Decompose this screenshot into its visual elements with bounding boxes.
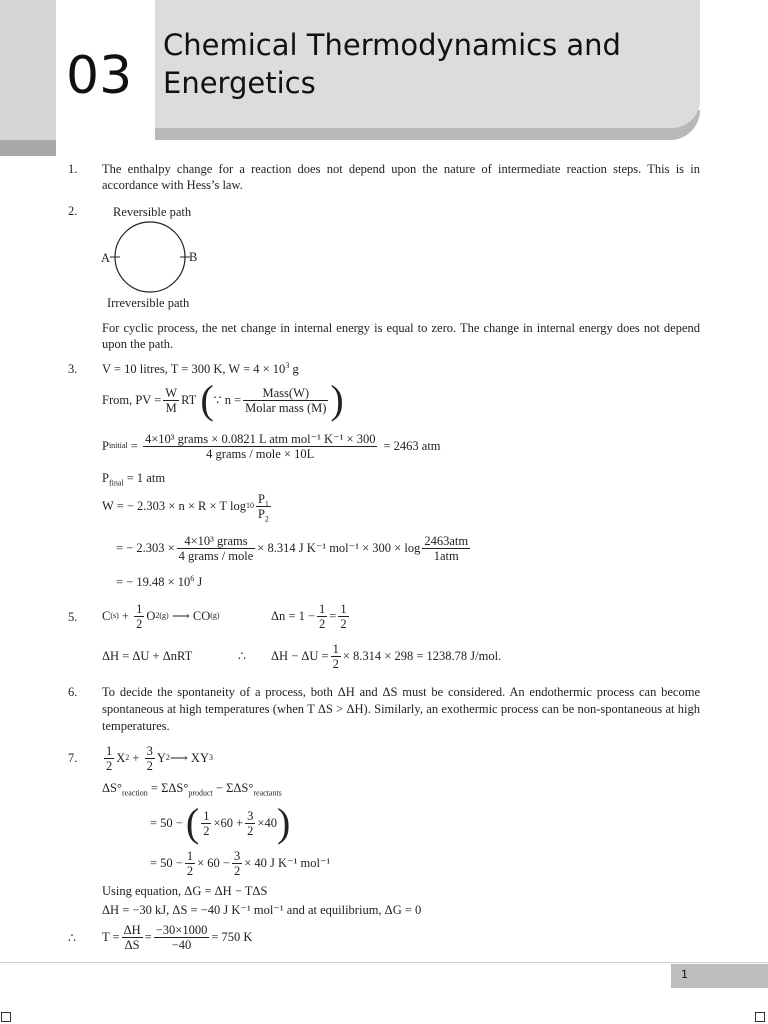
diff-b: × 8.314 × 298 = 1238.78 J/mol.	[342, 649, 502, 663]
question-1-text: The enthalpy change for a reaction does not depend upon the nature of intermediate reaction steps. This is in accordance with Hess’s law.	[102, 162, 700, 192]
q3-from-b: RT	[181, 393, 197, 407]
question-2-number: 2.	[68, 204, 78, 218]
point-b-label: B	[189, 250, 198, 264]
ds-reaction: ΔS°	[102, 781, 122, 795]
q7-f1	[104, 744, 114, 773]
crop-mark-right	[755, 1012, 765, 1022]
frac-den: −40	[171, 937, 192, 952]
question-6-text: To decide the spontaneity of a process, both ΔH and ΔS must be considered. An endothermic process can become spontaneous at high temperatures (when T ΔS > ΔH). Similarly, an exothermic process can be non-spontaneous at high temperatures.	[102, 685, 700, 733]
t-eq: =	[144, 930, 152, 944]
reaction-arrow: ⟶	[168, 609, 193, 623]
frac-num: 3	[233, 848, 241, 863]
ds-reaction-sub: reaction	[122, 788, 148, 798]
delta-n-frac	[317, 602, 327, 631]
frac-num	[256, 492, 271, 507]
l2-a: = 50 −	[150, 816, 183, 830]
q3-given-exp: 3	[285, 360, 290, 370]
l3-a: = 50 −	[150, 856, 183, 870]
frac-num: 4×10³ grams × 0.0821 L atm mol⁻¹ K⁻¹ × 300	[144, 431, 376, 446]
frac-num: 4×10³ grams	[177, 534, 256, 549]
l2-end: ×40	[257, 816, 277, 830]
l2-f2	[245, 809, 255, 838]
q7-reaction: $\frac{1}{2}$ X 2 + $\frac{3}{2}$ Y 2 ⟶ XY 3	[106, 743, 213, 773]
frac-num: 1	[106, 743, 113, 758]
paren-close: )	[276, 800, 291, 845]
question-1-number: 1.	[68, 162, 78, 176]
p-final-sub: final	[108, 478, 124, 488]
irreversible-path-label: Irreversible path	[107, 296, 190, 310]
frac-num: 3	[146, 743, 153, 758]
diff-a: ΔH − ΔU =	[271, 649, 329, 663]
frac-den: ΔS	[124, 937, 140, 952]
q3-p-initial-line: P initial = $\frac{\text{4×10³ grams × 0.0821 L atm mol⁻¹ K⁻¹ × 300}}{\text{4 grams / mole × 10L}}$ = 2463 atm	[102, 431, 441, 461]
calc-a: = − 2.303 ×	[116, 541, 175, 555]
frac-den: 2	[319, 616, 326, 631]
frac-num: 2463atm	[424, 533, 469, 548]
q3-given-b: g	[289, 362, 299, 376]
frac-num: 1	[136, 601, 143, 616]
plus: +	[129, 751, 143, 765]
q5-delta-n	[271, 598, 351, 634]
q3-mass-over-molar	[243, 386, 328, 415]
q3-from-a: From, PV =	[102, 393, 162, 407]
question-5-number: 5.	[68, 610, 78, 624]
frac-den: 2	[203, 823, 210, 838]
ds-reactants-sub: reactants	[253, 788, 282, 798]
ds-product: = ΣΔS°	[147, 781, 189, 795]
frac-den: 2	[247, 823, 254, 838]
q3-w-over-m	[163, 386, 179, 415]
q3-result-line	[116, 574, 202, 590]
diff-frac	[331, 642, 341, 671]
q5-relation: ΔH = ΔU + ΔnRT	[102, 649, 193, 663]
q7-line2	[150, 800, 291, 845]
t-result: = 750 K	[211, 930, 253, 944]
w-formula: W = − 2.303 × n × R × T log	[102, 499, 246, 513]
delta-n-result	[338, 602, 348, 631]
q7-values: ΔH = −30 kJ, ΔS = −40 J K⁻¹ mol⁻¹ and at equilibrium, ΔG = 0	[102, 903, 422, 917]
q3-given	[102, 361, 299, 377]
p2-sub: 2	[264, 514, 269, 523]
cyclic-process-diagram	[100, 218, 200, 298]
crop-mark-left	[1, 1012, 11, 1022]
q7-temperature	[102, 919, 252, 955]
frac-num: ΔH	[123, 922, 141, 937]
carbon-monoxide: CO	[192, 609, 211, 623]
frac-den: 2	[332, 656, 339, 671]
frac-num: W	[165, 385, 178, 400]
frac-num: 3	[247, 808, 254, 823]
l3-mid: × 60 −	[197, 856, 230, 870]
frac-den: 2	[186, 863, 194, 878]
question-2-text: For cyclic process, the net change in internal energy is equal to zero. The change in internal energy does not depend upon the path.	[102, 321, 700, 351]
l2-f1	[201, 809, 211, 838]
plus: +	[118, 609, 133, 623]
question-6-number: 6.	[68, 685, 78, 699]
q3-because-a: ∵ n =	[213, 393, 242, 407]
chapter-number: 03	[66, 46, 133, 106]
p-final-eq: = 1 atm	[123, 471, 166, 485]
p2: P	[257, 506, 265, 521]
q3-from-line	[102, 379, 344, 421]
q5-therefore: ∴	[238, 649, 246, 663]
t-frac2	[154, 923, 210, 952]
q3-given-a: V = 10 litres, T = 300 K, W = 4 × 10	[102, 362, 286, 376]
frac-num: Mass(W)	[243, 386, 328, 401]
p1-sub: 1	[264, 499, 269, 508]
footer-rule	[0, 962, 768, 963]
header-left-strip	[0, 140, 56, 156]
question-7-number: 7.	[68, 751, 78, 765]
q5-reaction: C (s) + $\frac{1}{2}$ O 2(g) ⟶ CO (g)	[102, 601, 220, 631]
paren-open: (	[200, 377, 214, 422]
x2: X	[116, 751, 126, 765]
p-initial-fraction	[143, 432, 378, 461]
result-a: = − 19.48 × 10	[116, 575, 191, 589]
result-b: J	[194, 575, 203, 589]
frac-num: 1	[203, 808, 210, 823]
paren-open: (	[185, 800, 200, 845]
reversible-path-label: Reversible path	[113, 205, 192, 219]
page-number: 1	[681, 968, 688, 981]
q5-difference	[271, 638, 501, 674]
frac-num: 1	[340, 601, 347, 616]
p-final-label: P	[102, 471, 109, 485]
p1-over-p2	[256, 492, 271, 521]
header-left-band	[0, 0, 56, 155]
frac-num: 1	[319, 601, 326, 616]
q7-line3	[150, 845, 330, 881]
question-3-number: 3.	[68, 362, 78, 376]
l3-f1	[185, 849, 195, 878]
oxygen: O	[146, 609, 156, 623]
l3-f2	[232, 849, 242, 878]
p1: P	[257, 491, 265, 506]
frac-num: 1	[332, 641, 339, 656]
p-initial-result: = 2463 atm	[383, 439, 441, 453]
calc-fraction	[177, 534, 256, 563]
carbon: C	[102, 609, 111, 623]
frac-den: M	[165, 400, 177, 415]
q7-entropy-line	[102, 780, 282, 796]
half-fraction	[134, 602, 144, 631]
delta-n-a: Δn = 1 −	[271, 609, 316, 623]
result-exp: 6	[190, 573, 195, 583]
frac-den: 2	[340, 616, 347, 631]
reaction-arrow-product: ⟶ XY	[169, 751, 209, 765]
q7-f2	[145, 744, 155, 773]
t-frac	[122, 923, 143, 952]
paren-close: )	[330, 377, 344, 422]
calc-b: × 8.314 J K⁻¹ mol⁻¹ × 300 × log	[257, 541, 421, 555]
q7-therefore: ∴	[68, 931, 76, 945]
y2: Y	[156, 751, 166, 765]
frac-num: −30×1000	[155, 922, 208, 937]
frac-den: Molar mass (M)	[245, 400, 327, 415]
frac-den: 2	[233, 863, 241, 878]
q3-calc-line	[116, 530, 472, 566]
l2-mid: ×60 +	[213, 816, 244, 830]
p-initial-label: P	[102, 439, 109, 453]
calc-log-fraction	[422, 534, 470, 563]
ds-product-sub: product	[188, 788, 213, 798]
frac-den: 4 grams / mole × 10L	[206, 446, 315, 461]
frac-den: 2	[106, 758, 113, 773]
q3-p-final-line	[102, 470, 165, 486]
p-initial-eq: =	[127, 439, 141, 453]
q7-using-equation: Using equation, ΔG = ΔH − TΔS	[102, 884, 268, 898]
chapter-title: Chemical Thermodynamics and Energetics	[163, 28, 621, 100]
frac-den	[256, 507, 271, 521]
delta-n-eq: =	[329, 609, 337, 623]
point-a-label: A	[101, 251, 111, 265]
frac-den: 2	[146, 758, 153, 773]
l3-end: × 40 J K⁻¹ mol⁻¹	[244, 856, 331, 870]
frac-den: 1atm	[433, 548, 459, 563]
frac-den: 4 grams / mole	[178, 548, 254, 563]
t-a: T =	[102, 930, 120, 944]
frac-num: 1	[186, 848, 194, 863]
frac-den: 2	[136, 616, 143, 631]
ds-reactants: − ΣΔS°	[212, 781, 254, 795]
q3-w-line: W = − 2.303 × n × R × T log 10 $\frac{P_1}{P_2}$	[102, 491, 269, 523]
cycle-circle	[115, 222, 185, 292]
